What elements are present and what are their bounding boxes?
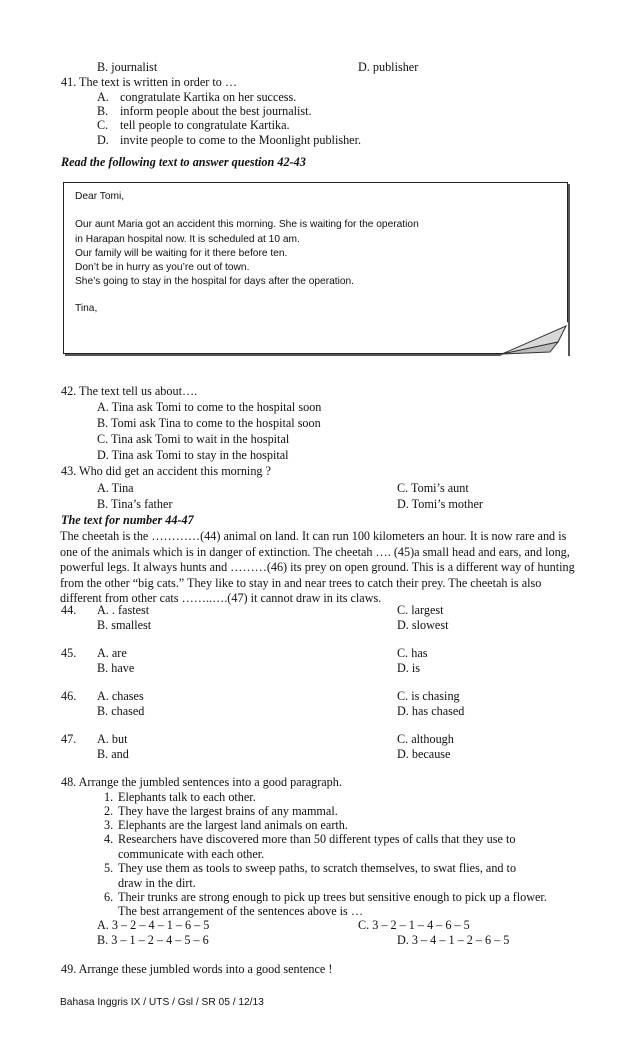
q48-item-text: Elephants talk to each other.	[118, 790, 256, 804]
q45-option-d: D. is	[397, 661, 421, 675]
q48-item-number: 1.	[104, 790, 114, 804]
page-footer: Bahasa Inggris IX / UTS / Gsl / SR 05 / 12/13	[60, 997, 264, 1008]
q42-option-d: D. Tina ask Tomi to stay in the hospital	[97, 448, 289, 462]
q47-number: 47.	[61, 732, 77, 746]
q43-option-d: D. Tomi’s mother	[397, 497, 483, 511]
q41-option-b-letter: B.	[97, 104, 109, 118]
q41-option-c: tell people to congratulate Kartika.	[120, 118, 290, 132]
q48-item-text: Elephants are the largest land animals on earth.	[118, 818, 348, 832]
q43-stem: 43. Who did get an accident this morning ?	[61, 464, 271, 478]
q43-option-c: C. Tomi’s aunt	[397, 481, 469, 495]
q47-option-b: B. and	[97, 747, 129, 761]
q48-option-c: C. 3 – 2 – 1 – 4 – 6 – 5	[358, 918, 470, 932]
letter-signature: Tina,	[75, 303, 98, 314]
cheetah-passage: The cheetah is the …………(44) animal on land. It can run 100 kilometers an hour. It is now rare and is one of the animals which is in danger of extinction. The cheetah …. (45)a small head and ears, and long, powerful legs. It always hunts and ………(46) its prey on open ground. This is a different way of hunting from the other “big cats.” They like to stay in and near trees to catch their prey. The cheetah is also different from other cats ……..….(47) it cannot draw in its claws.	[60, 529, 575, 606]
q41-stem: 41. The text is written in order to …	[61, 75, 238, 89]
q41-option-c-letter: C.	[97, 118, 109, 132]
q44-option-b: B. smallest	[97, 618, 152, 632]
q48-item-number: 3.	[104, 818, 114, 832]
q42-option-b: B. Tomi ask Tina to come to the hospital soon	[97, 416, 321, 430]
q48-item-text: draw in the dirt.	[118, 876, 196, 890]
q48-item-number: 4.	[104, 832, 114, 846]
letter-line-2: in Harapan hospital now. It is scheduled at 10 am.	[75, 234, 300, 245]
q48-item-text: They use them as tools to sweep paths, to scratch themselves, to swat flies, and to	[118, 861, 517, 875]
q42-stem: 42. The text tell us about….	[61, 384, 198, 398]
letter-line-5: She’s going to stay in the hospital for days after the operation.	[75, 276, 355, 287]
q48-item-number: 6.	[104, 890, 114, 904]
letter-line-4: Don’t be in hurry as you’re out of town.	[75, 262, 250, 273]
letter-line-3: Our family will be waiting for it there before ten.	[75, 248, 288, 259]
page-curl-icon	[500, 322, 568, 356]
q48-item-number: 5.	[104, 861, 114, 875]
q48-stem: 48. Arrange the jumbled sentences into a good paragraph.	[61, 775, 342, 789]
q44-option-d: D. slowest	[397, 618, 449, 632]
q41-option-a-letter: A.	[97, 90, 109, 104]
q43-option-a: A. Tina	[97, 481, 134, 495]
q48-question: The best arrangement of the sentences above is …	[118, 904, 364, 918]
q48-option-a: A. 3 – 2 – 4 – 1 – 6 – 5	[97, 918, 210, 932]
q41-option-d: invite people to come to the Moonlight publisher.	[120, 133, 362, 147]
q42-option-a: A. Tina ask Tomi to come to the hospital soon	[97, 400, 322, 414]
q40-option-b: B. journalist	[97, 60, 158, 74]
instruction-44-47: The text for number 44-47	[61, 513, 194, 527]
q47-option-a: A. but	[97, 732, 128, 746]
q45-option-b: B. have	[97, 661, 135, 675]
q46-option-c: C. is chasing	[397, 689, 460, 703]
q46-option-d: D. has chased	[397, 704, 465, 718]
q45-option-a: A. are	[97, 646, 127, 660]
q44-number: 44.	[61, 603, 77, 617]
q49-stem: 49. Arrange these jumbled words into a good sentence !	[61, 962, 333, 976]
q48-option-d: D. 3 – 4 – 1 – 2 – 6 – 5	[397, 933, 510, 947]
q48-item-text: Researchers have discovered more than 50 different types of calls that they use to	[118, 832, 516, 846]
q45-option-c: C. has	[397, 646, 428, 660]
q46-option-b: B. chased	[97, 704, 145, 718]
q44-option-c: C. largest	[397, 603, 444, 617]
q48-option-b: B. 3 – 1 – 2 – 4 – 5 – 6	[97, 933, 209, 947]
q41-option-b: inform people about the best journalist.	[120, 104, 312, 118]
instruction-42-43: Read the following text to answer question 42-43	[61, 155, 306, 169]
q48-item-number: 2.	[104, 804, 114, 818]
q45-number: 45.	[61, 646, 77, 660]
q48-item-text: They have the largest brains of any mammal.	[118, 804, 338, 818]
q41-option-a: congratulate Kartika on her success.	[120, 90, 297, 104]
q47-option-c: C. although	[397, 732, 454, 746]
q42-option-c: C. Tina ask Tomi to wait in the hospital	[97, 432, 290, 446]
letter-line-1: Our aunt Maria got an accident this morning. She is waiting for the operation	[75, 219, 419, 230]
q44-option-a: A. . fastest	[97, 603, 150, 617]
q48-item-text: communicate with each other.	[118, 847, 265, 861]
q40-option-d: D. publisher	[358, 60, 419, 74]
letter-greeting: Dear Tomi,	[75, 191, 125, 202]
q47-option-d: D. because	[397, 747, 451, 761]
q46-number: 46.	[61, 689, 77, 703]
q48-item-text: Their trunks are strong enough to pick up trees but sensitive enough to pick up a flower.	[118, 890, 547, 904]
q46-option-a: A. chases	[97, 689, 144, 703]
q43-option-b: B. Tina’s father	[97, 497, 173, 511]
q41-option-d-letter: D.	[97, 133, 109, 147]
